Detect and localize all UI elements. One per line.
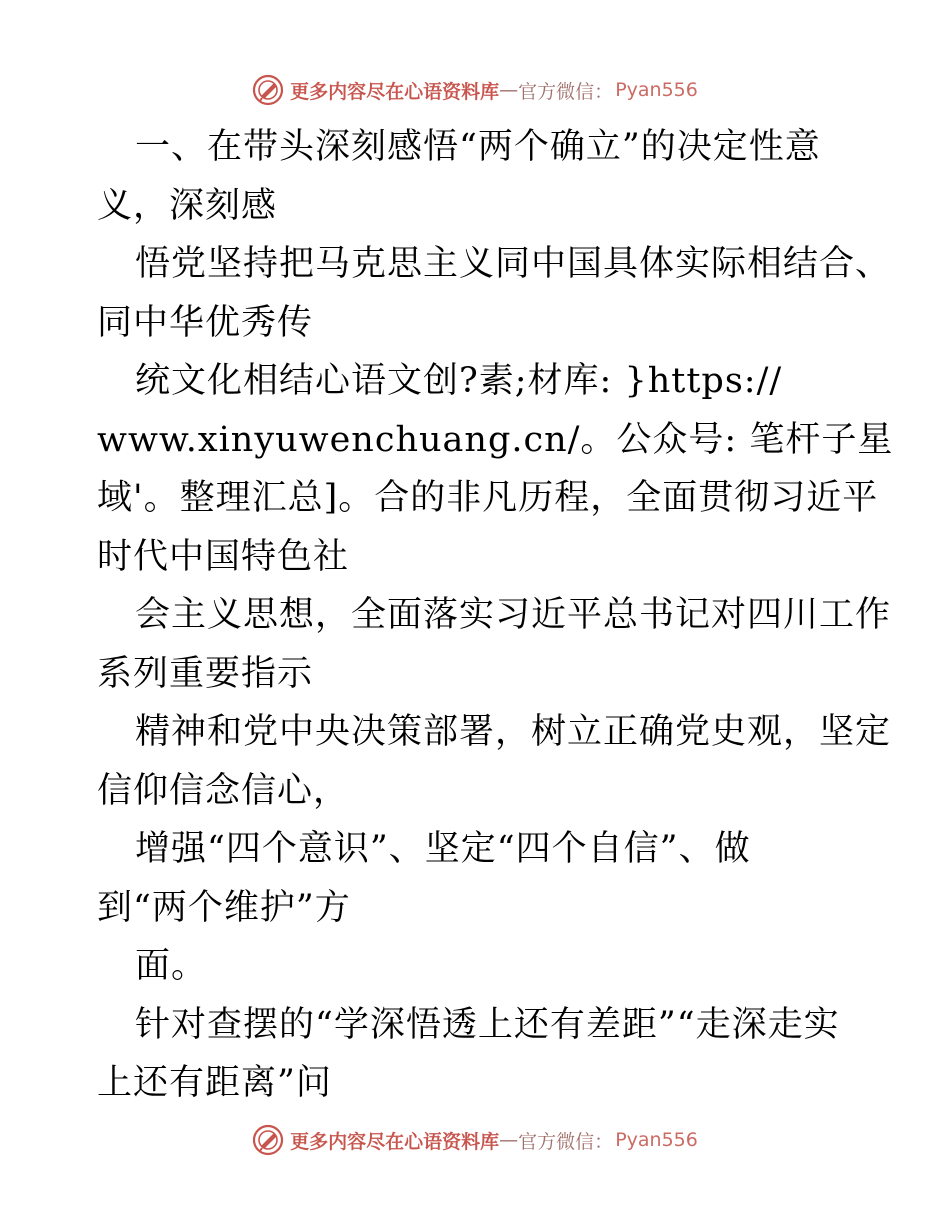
body-line: 到“两个维护”方 [97,887,351,928]
body-line: 信仰信念信心， [97,770,350,811]
document-body [97,118,894,1113]
body-line: 针对查摆的“学深悟透上还有差距”“走深走实 [135,1004,840,1045]
body-line: 统文化相结心语文创?素;材库: }https:// [135,361,783,401]
body-line: 域'。整理汇总]。合的非凡历程，全面贯彻习近平 [97,478,879,518]
body-line: 时代中国特色社 [97,536,350,577]
header-watermark-banner [0,70,950,110]
body-line: 义，深刻感 [97,185,278,226]
banner-site-name: 更多内容尽在心语资料库 [290,1130,500,1153]
body-line: 同中华优秀传 [97,302,314,343]
body-line: 一、在带头深刻感悟“两个确立”的决定性意 [135,127,821,167]
banner-wechat-id: Pyan556 [615,1129,698,1151]
body-line: www.xinyuwenchuang.cn/。公众号: 笔杆子星 [97,419,894,460]
banner-wechat-label: 官方微信： [518,80,614,103]
banner-site-name: 更多内容尽在心语资料库 [290,80,500,103]
body-line: 上还有距离”问 [97,1063,332,1103]
body-line: 增强“四个意识”、坚定“四个自信”、做 [135,829,751,869]
footer-watermark-banner [0,1120,950,1160]
banner-separator: — [499,79,519,101]
brand-logo-icon [252,74,284,106]
banner-wechat-label: 官方微信： [518,1130,614,1153]
body-line: 系列重要指示 [97,653,314,694]
body-line: 悟党坚持把马克思主义同中国具体实际相结合、 [135,244,892,284]
body-line: 面。 [135,946,208,986]
body-line: 会主义思想，全面落实习近平总书记对四川工作 [135,595,892,635]
banner-wechat-id: Pyan556 [615,79,698,101]
brand-logo-icon [252,1124,284,1156]
banner-separator: — [499,1129,519,1151]
body-line: 精神和党中央决策部署，树立正确党史观，坚定 [135,712,892,752]
